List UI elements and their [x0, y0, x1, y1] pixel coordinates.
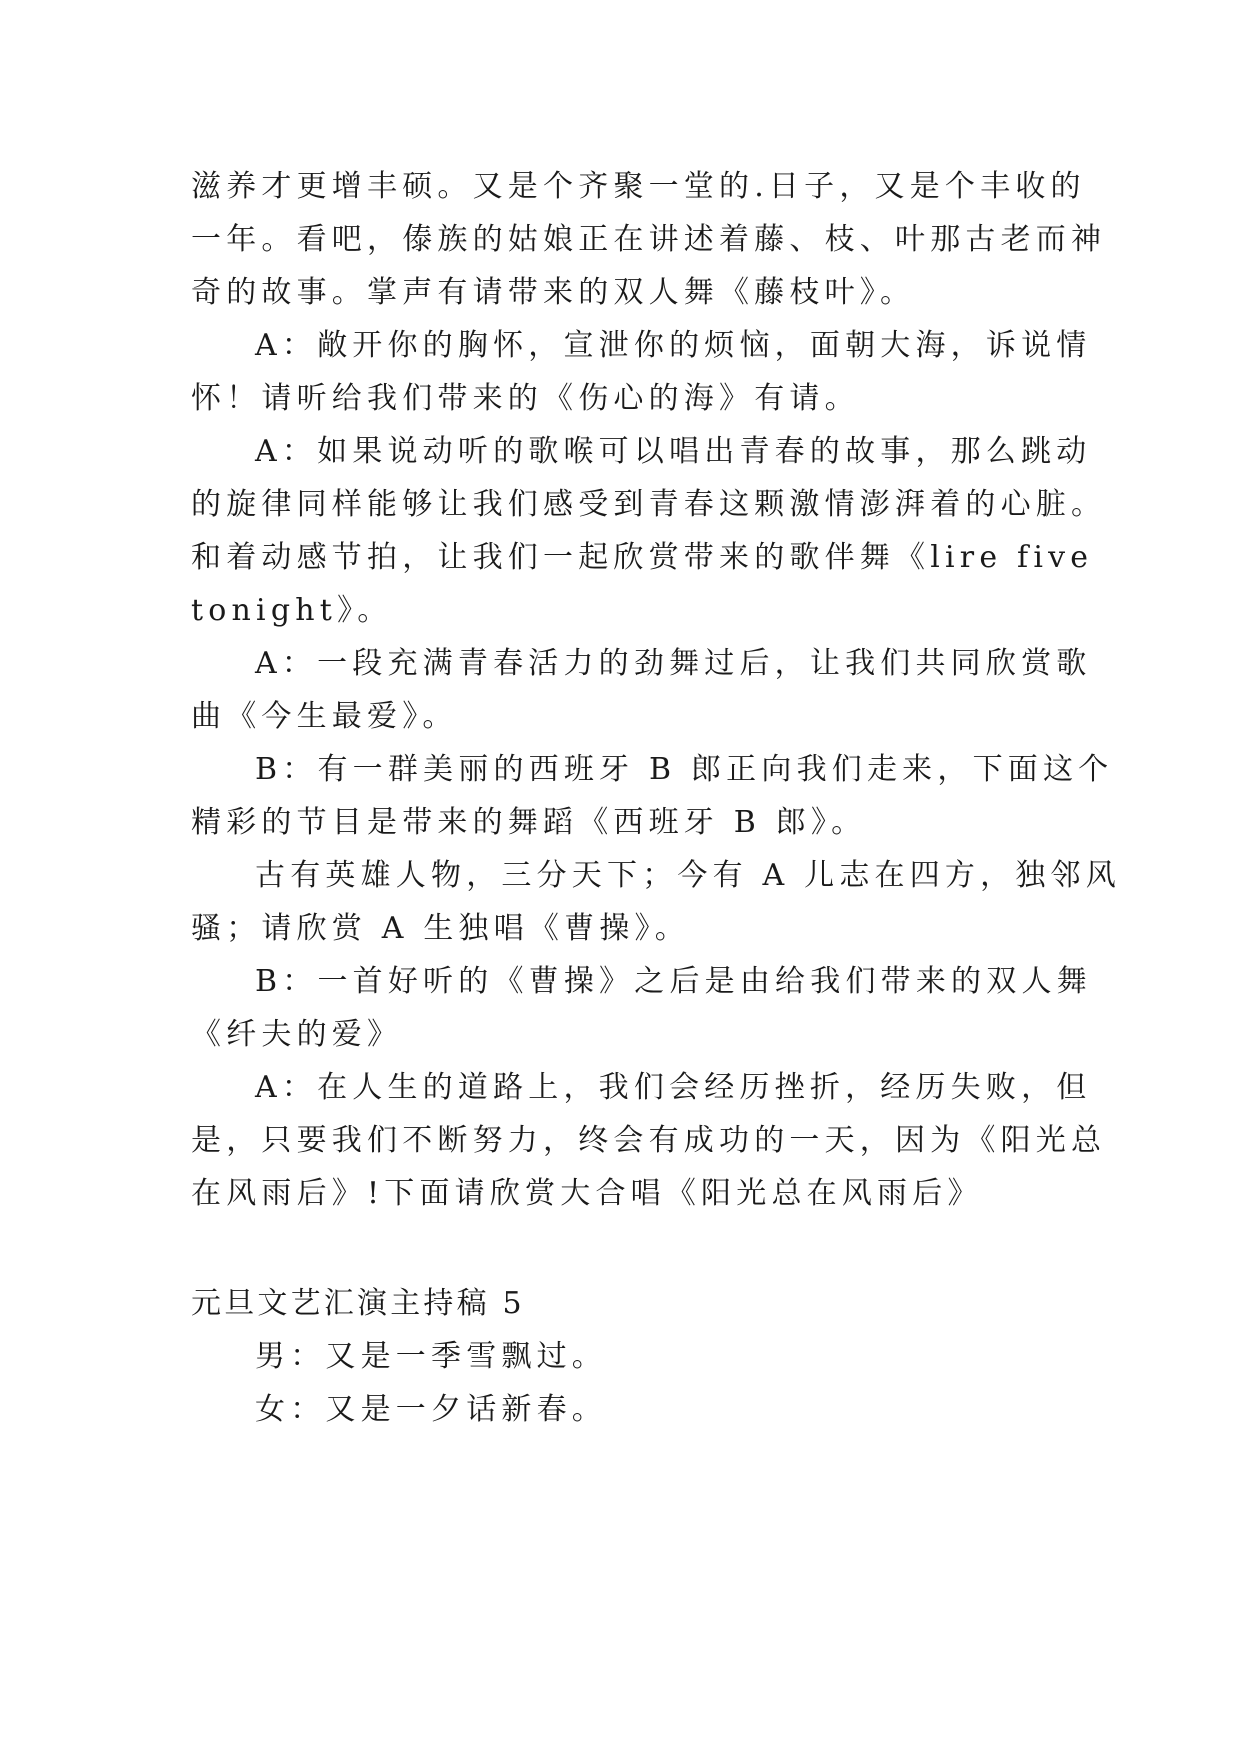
dialogue-line-male: 男：又是一季雪飘过。: [255, 1339, 607, 1374]
dialogue-line-female: 女：又是一夕话新春。: [255, 1392, 607, 1427]
paragraph-8-line-1: A：在人生的道路上，我们会经历挫折，经历失败，但: [255, 1070, 1092, 1105]
paragraph-2-line-2: 怀！请听给我们带来的《伤心的海》有请。: [191, 381, 860, 416]
paragraph-4-line-1: A：一段充满青春活力的劲舞过后，让我们共同欣赏歌: [255, 646, 1092, 681]
paragraph-3-line-2: 的旋律同样能够让我们感受到青春这颗激情澎湃着的心脏。: [191, 487, 1107, 522]
paragraph-8-line-2: 是，只要我们不断努力，终会有成功的一天，因为《阳光总: [191, 1123, 1107, 1158]
paragraph-8-line-3: 在风雨后》!下面请欣赏大合唱《阳光总在风雨后》: [191, 1176, 983, 1211]
paragraph-7-line-2: 《纤夫的爱》: [191, 1017, 403, 1052]
paragraph-1-line-3: 奇的故事。掌声有请带来的双人舞《藤枝叶》。: [191, 275, 916, 310]
paragraph-3-line-3: 和着动感节拍，让我们一起欣赏带来的歌伴舞《lire five: [191, 540, 1094, 575]
paragraph-5-line-2: 精彩的节目是带来的舞蹈《西班牙 B 郎》。: [191, 805, 867, 840]
paragraph-5-line-1: B：有一群美丽的西班牙 B 郎正向我们走来，下面这个: [255, 752, 1114, 787]
document-page: [191, 0, 1121, 1754]
section-title: 元旦文艺汇演主持稿 5: [191, 1286, 525, 1321]
paragraph-7-line-1: B：一首好听的《曹操》之后是由给我们带来的双人舞: [255, 964, 1092, 999]
paragraph-1-line-1: 滋养才更增丰硕。又是个齐聚一堂的.日子，又是个丰收的: [191, 169, 1086, 204]
paragraph-2-line-1: A：敞开你的胸怀，宣泄你的烦恼，面朝大海，诉说情: [255, 328, 1092, 363]
paragraph-6-line-1: 古有英雄人物，三分天下；今有 A 儿志在四方，独邻风: [255, 858, 1121, 893]
paragraph-1-line-2: 一年。看吧，傣族的姑娘正在讲述着藤、枝、叶那古老而神: [191, 222, 1107, 257]
paragraph-4-line-2: 曲《今生最爱》。: [191, 699, 458, 734]
paragraph-6-line-2: 骚；请欣赏 A 生独唱《曹操》。: [191, 911, 690, 946]
paragraph-3-line-4: tonight》。: [191, 593, 393, 628]
paragraph-3-line-1: A：如果说动听的歌喉可以唱出青春的故事，那么跳动: [255, 434, 1092, 469]
